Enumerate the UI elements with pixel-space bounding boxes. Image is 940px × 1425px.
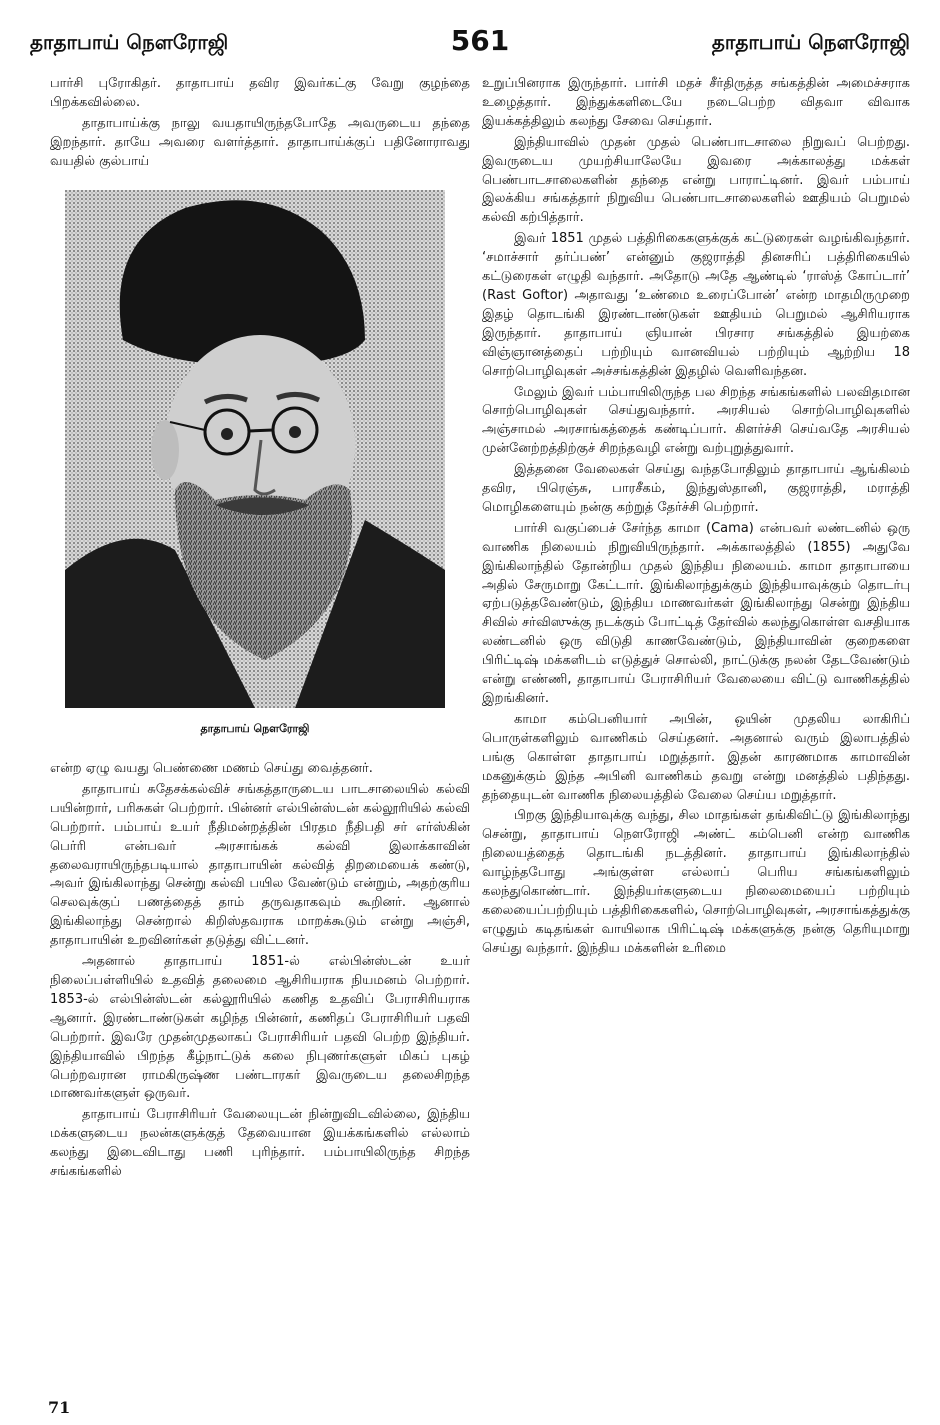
paragraph: பார்சி புரோகிதர். தாதாபாய் தவிர இவர்கட்கு வேறு குழந்தை பிறக்கவில்லை. — [50, 76, 470, 110]
paragraph: உறுப்பினராக இருந்தார். பார்சி மதச் சீர்திருத்த சங்கத்தின் அமைச்சராக உழைத்தார். இந்துக்களிடையே நடைபெற்ற விதவா விவாக இயக்கத்திலும் கலந்து சேவை செய்தார். — [482, 76, 910, 129]
left-column-bottom — [50, 760, 470, 1184]
paragraph: இத்தனை வேலைகள் செய்து வந்தபோதிலும் தாதாபாய் ஆங்கிலம் தவிர, பிரெஞ்சு, பாரசீகம், இந்துஸ்தானி, குஜராத்தி, மராத்தி மொழிகளையும் நன்கு கற்றுத் தேர்ச்சி பெற்றார். — [482, 462, 910, 515]
right-column — [482, 75, 910, 961]
running-title-right: தாதாபாய் நௌரோஜி — [711, 30, 910, 54]
paragraph: பார்சி வகுப்பைச் சேர்ந்த காமா (Cama) என்பவர் லண்டனில் ஒரு வாணிக நிலையம் நிறுவியிருந்தார். அக்காலத்தில் (1855) அதுவே இங்கிலாந்தில் தோன்றிய முதல் இந்திய நிலையம். காமா தாதாபாயை அதில் சேருமாறு கேட்டார். இங்கிலாந்துக்கும் இந்தியாவுக்கும் தொடர்பு ஏற்படுத்தவேண்டும், இந்திய மாணவர்கள் இங்கிலாந்து சென்று இந்திய சிவில் சர்விஸுக்கு நடக்கும் போட்டித் தேர்வில் கலந்துகொள்ள வசதியாக லண்டனில் ஒரு விடுதி காணவேண்டும், இந்தியாவின் குறைகளை பிரிட்டிஷ் மக்களிடம் எடுத்துச் சொல்லி, நாட்டுக்கு நலன் தேடவேண்டும் என்று எண்ணி, தாதாபாய் பேராசிரியர் வேலையை விட்டு வாணிகத்தில் இறங்கினர். — [482, 520, 910, 706]
paragraph: அதனால் தாதாபாய் 1851-ல் எல்பின்ஸ்டன் உயர் நிலைப்பள்ளியில் உதவித் தலைமை ஆசிரியராக நியமனம் பெற்றார். 1853-ல் எல்பின்ஸ்டன் கல்லூரியில் கணித உதவிப் பேராசிரியராக ஆனார். இரண்டாண்டுகள் கழிந்த பின்னர், கணிதப் பேராசிரியர் பதவி பெற்றார். இவரே முதன்முதலாகப் பேராசிரியர் பதவி பெற்ற இந்தியர். இந்தியாவில் பிறந்த கீழ்நாட்டுக் கலை நிபுணர்களுள் மிகப் புகழ் பெற்றவரான ராமகிருஷ்ண பண்டாரகர் இவருடைய தலைசிறந்த மாணவர்களுள் ஒருவர். — [50, 954, 470, 1102]
footer-page-label: 71 — [48, 1398, 71, 1417]
left-column-top — [50, 75, 470, 174]
paragraph: இவர் 1851 முதல் பத்திரிகைகளுக்குக் கட்டுரைகள் வழங்கிவந்தார். ‘சமாச்சார் தர்ப்பண்’ என்னும் குஜராத்தி தினசரிப் பத்திரிகையில் கட்டுரைகள் எழுதி வந்தார். அதோடு அதே ஆண்டில் ‘ராஸ்த் கோப்டார்’ (Rast Goftor) அதாவது ‘உண்மை உரைப்போன்’ என்ற மாதமிருமுறை இதழ் தொடங்கி இரண்டாண்டுகள் ஊதியம் பெறுமல் ஆசிரியராக இருந்தார். தாதாபாய் ஞியான் பிரசார சங்கத்தில் இயற்கை விஞ்ஞானத்தைப் பற்றியும் வானவியல் பற்றியும் ஆற்றிய 18 சொற்பொழிவுகள் அச்சங்கத்தின் இதழில் வெளிவந்தன. — [482, 231, 910, 379]
page-number: 561 — [450, 24, 510, 57]
paragraph: தாதாபாய்க்கு நாலு வயதாயிருந்தபோதே அவருடைய தந்தை இறந்தார். தாயே அவரை வளர்த்தார். தாதாபாய்க்குப் பதினோராவது வயதில் குல்பாய் — [50, 115, 470, 169]
paragraph: என்ற ஏழு வயது பெண்ணை மணம் செய்து வைத்தனர். — [50, 761, 373, 776]
paragraph: மேலும் இவர் பம்பாயிலிருந்த பல சிறந்த சங்கங்களில் பலவிதமான சொற்பொழிவுகள் செய்துவந்தார். அரசியல் சொற்பொழிவுகளில் அஞ்சாமல் அரசாங்கத்தைக் கண்டிப்பார். கிளர்ச்சி செய்வதே அரசியல் முன்னேற்றத்திற்குச் சிறந்தவழி என்று வற்புறுத்துவார். — [482, 384, 910, 457]
page-header — [0, 18, 940, 58]
paragraph: தாதாபாய் சுதேசக்கல்விச் சங்கத்தாருடைய பாடசாலையில் கல்வி பயின்றார், பரிசுகள் பெற்றார். பின்னர் எல்பின்ஸ்டன் கல்லூரியில் கல்வி பெற்றார். பம்பாய் உயர் நீதிமன்றத்தின் பிரதம நீதிபதி சர் எர்ஸ்கின் பெர்ரி என்பவர் அரசாங்கக் கல்வி இலாக்காவின் தலைவராயிருந்தபடியால் தாதாபாயின் கல்வித் திறமையைக் கண்டு, அவர் இங்கிலாந்து சென்று கல்வி பயில வேண்டும் என்றும், அதற்குரிய செலவுக்குப் பணத்தைத் தாம் தருவதாகவும் கூறினர். ஆனால் இங்கிலாந்து சென்றால் கிறிஸ்தவராக மாறக்கூடும் என்று அஞ்சி, தாதாபாயின் உறவினர்கள் தடுத்து விட்டனர். — [50, 781, 471, 949]
portrait-illustration — [65, 190, 445, 708]
paragraph: இந்தியாவில் முதன் முதல் பெண்பாடசாலை நிறுவப் பெற்றது. இவருடைய முயற்சியாலேயே இவரை அக்காலத்து மக்கள் பெண்பாடசாலைகளின் தந்தை என்று பாராட்டினர். இவர் பம்பாய் இலக்கிய சங்கத்தார் நிறுவிய பெண்பாடசாலைகளில் ஊதியம் பெறுமல் கல்வி கற்பித்தார். — [482, 134, 910, 226]
portrait-caption: தாதாபாய் நௌரோஜி — [200, 722, 310, 735]
paragraph: பிறகு இந்தியாவுக்கு வந்து, சில மாதங்கள் தங்கிவிட்டு இங்கிலாந்து சென்று, தாதாபாய் நௌரோஜி அண்ட் கம்பெனி என்ற வாணிக நிலையத்தைத் தொடங்கி நடத்தினர். தாதாபாய் இங்கிலாந்தில் வாழ்ந்தபோது அங்குள்ள எல்லாப் பெரிய சங்கங்களிலும் கலந்துகொண்டார். இந்தியர்களுடைய நிலைமையைப் பற்றியும் கலையைப்பற்றியும் பத்திரிகைகளில், சொற்பொழிவுகள், அரசாங்கத்துக்கு எழுதும் கடிதங்கள் வாயிலாக பிரிட்டிஷ் மக்களுக்கு நன்கு தெரியுமாறு செய்து வந்தார். இந்திய மக்களின் உரிமை — [482, 808, 910, 956]
paragraph: காமா கம்பெனியார் அபின், ஒயின் முதலிய லாகிரிப் பொருள்களிலும் வாணிகம் செய்தனர். அதனால் வரும் இலாபத்தில் பங்கு கொள்ள தாதாபாய் மறுத்தார். இதன் காரணமாக காமாவின் மகனுக்கும் இந்த அபினி வாணிகம் தவறு என்று மனத்தில் பதிந்தது. தந்தையுடன் வாணிக நிலையத்தில் வேலை செய்ய மறுத்தார். — [482, 711, 910, 803]
running-title-left: தாதாபாய் நௌரோஜி — [30, 30, 229, 54]
paragraph: தாதாபாய் பேராசிரியர் வேலையுடன் நின்றுவிடவில்லை, இந்திய மக்களுடைய நலன்களுக்குத் தேவையான இயக்கங்களில் எல்லாம் கலந்து இடைவிடாது பணி புரிந்தார். பம்பாயிலிருந்த சிறந்த சங்கங்களில் — [50, 1107, 470, 1180]
portrait-photo — [65, 190, 445, 708]
